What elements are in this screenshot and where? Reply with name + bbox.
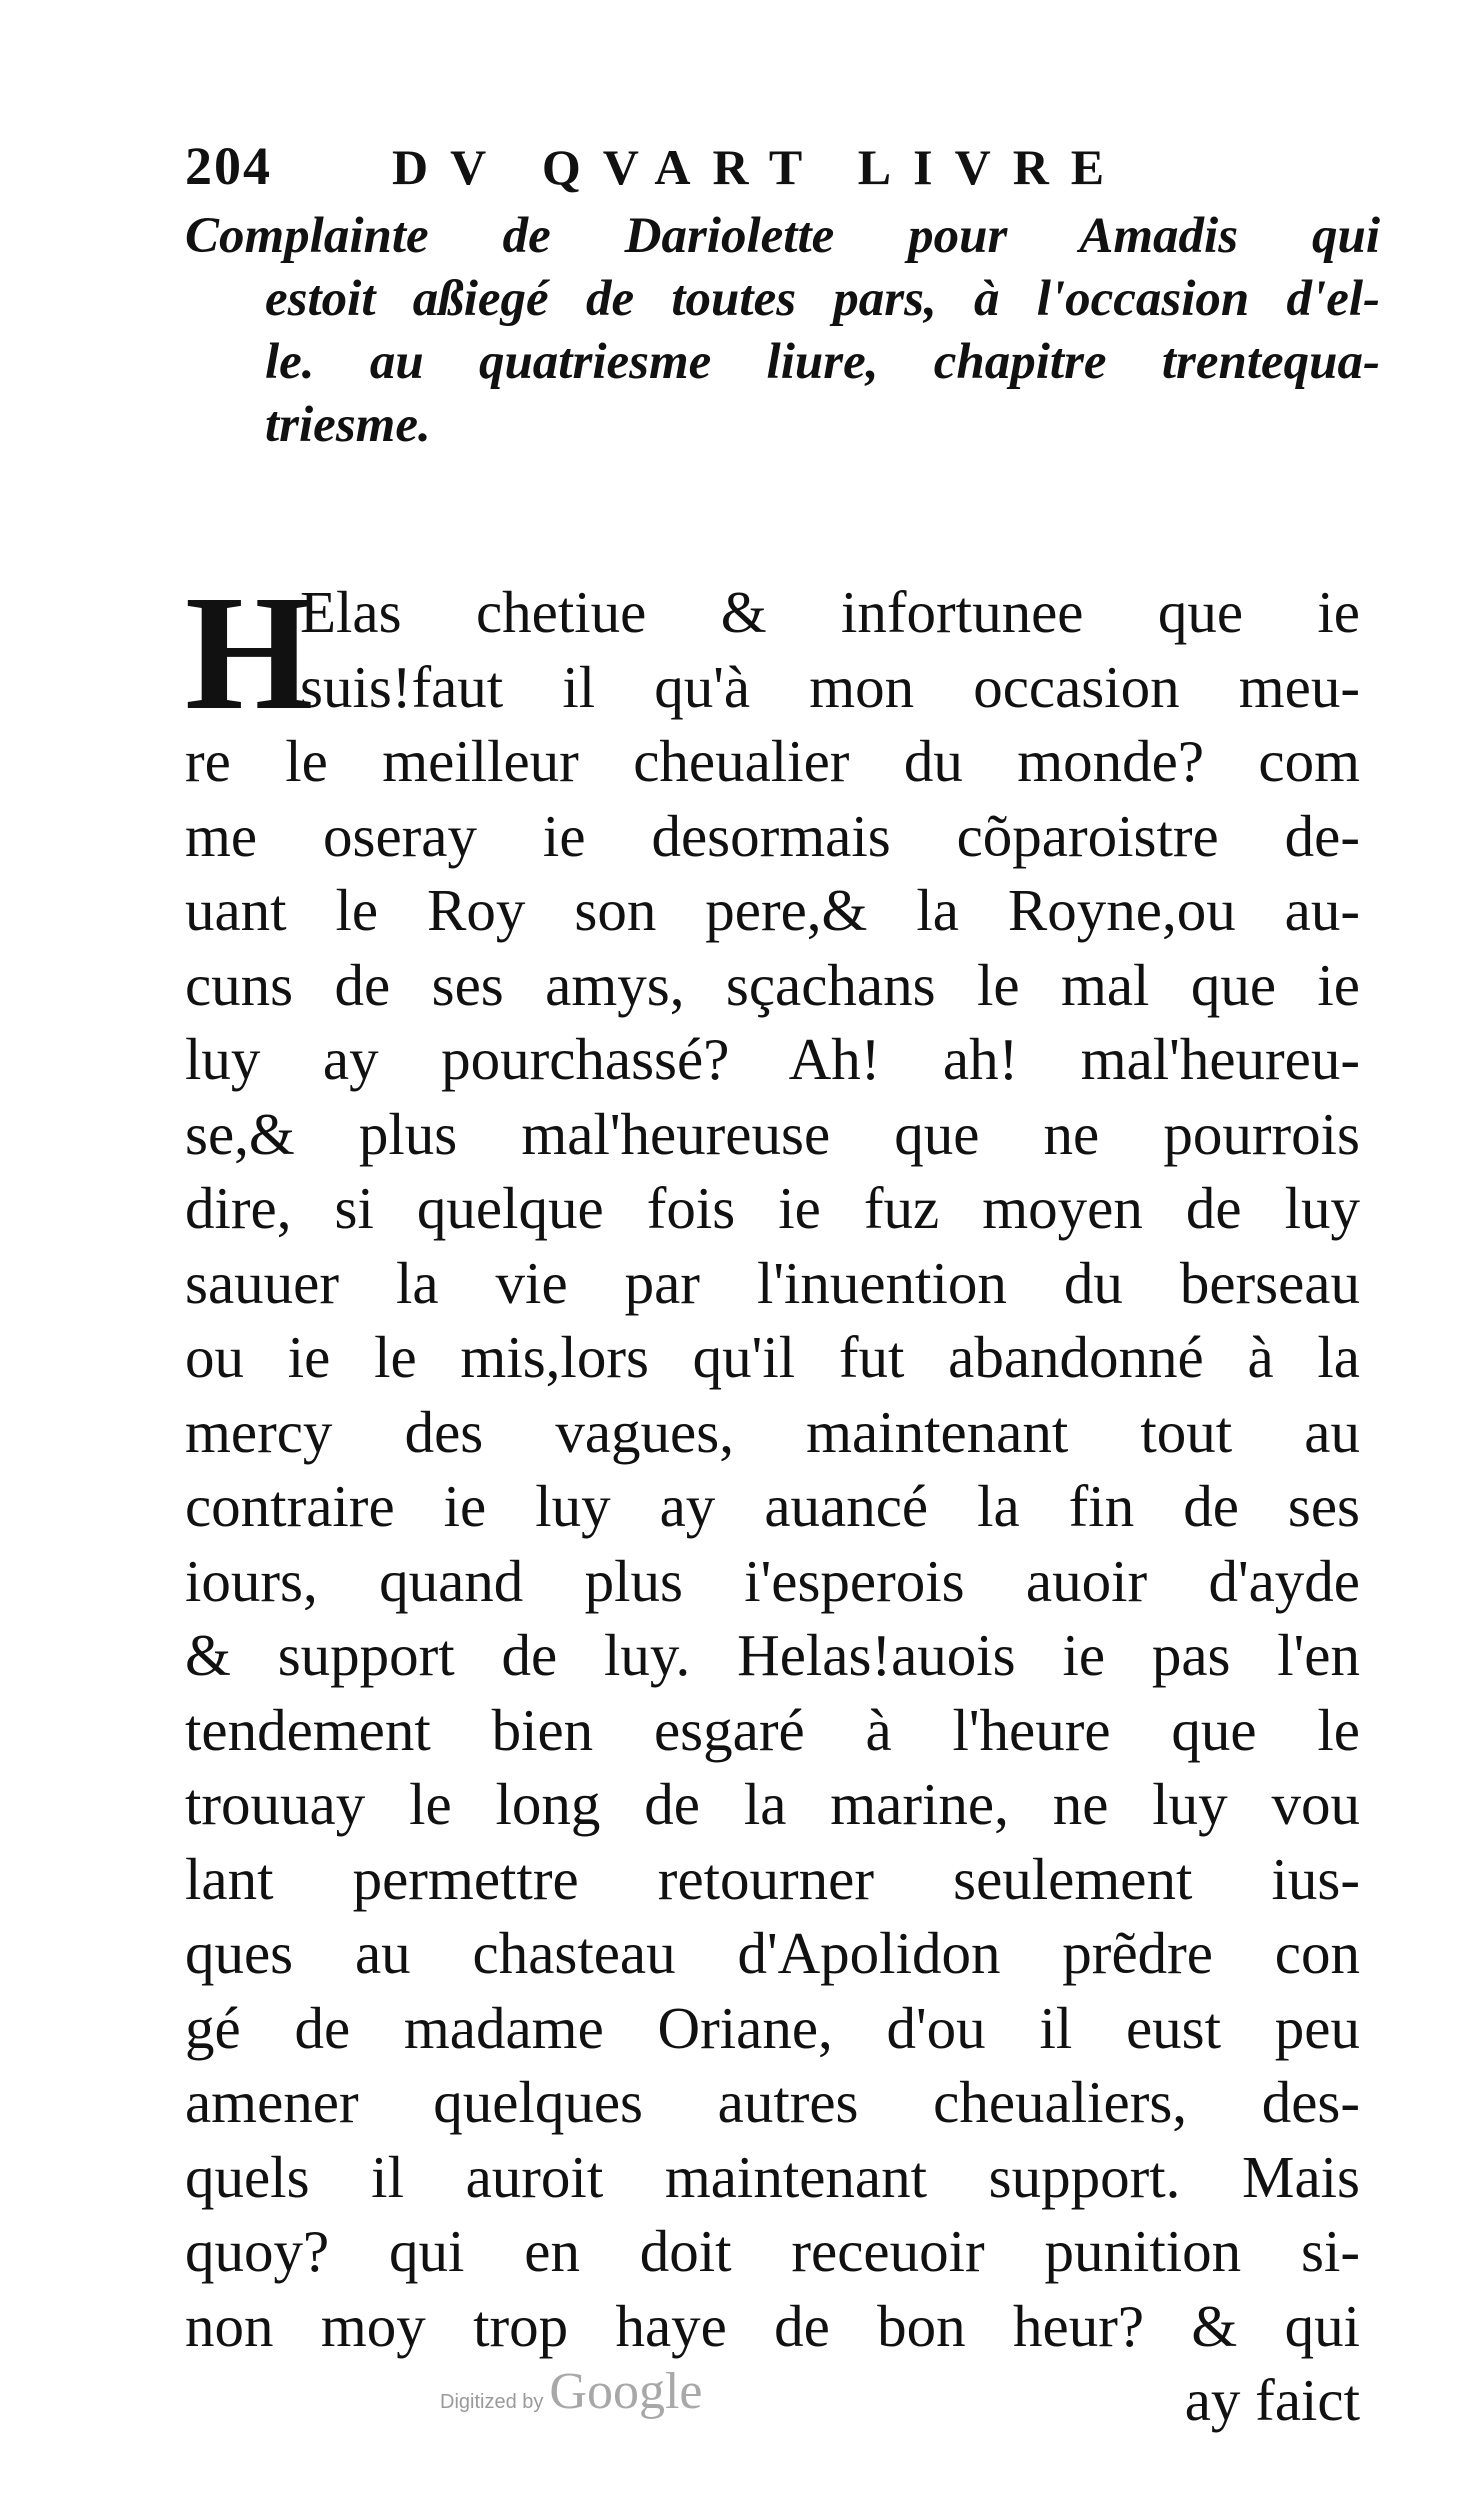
- drop-cap: H: [185, 561, 314, 744]
- text-line: suis!faut il qu'à mon occasion meu-: [300, 653, 1360, 720]
- body-text: [185, 561, 1360, 2438]
- text-line: non moy trop haye de bon heur? & qui: [185, 2292, 1360, 2359]
- text-line: iours, quand plus i'esperois auoir d'ayde: [185, 1547, 1360, 1614]
- text-line: uant le Roy son pere,& la Royne,ou au-: [185, 877, 1360, 943]
- text-line: amener quelques autres cheualiers, des-: [185, 2069, 1360, 2135]
- text-line: cuns de ses amys, sçachans le mal que ie: [185, 951, 1360, 1018]
- text-line: quels il auroit maintenant support. Mais: [185, 2143, 1360, 2210]
- text-line: dire, si quelque fois ie fuz moyen de luy: [185, 1175, 1360, 1241]
- text-line: luy ay pourchassé? Ah! ah! mal'heureu-: [185, 1026, 1360, 1092]
- text-line: trouuay le long de la marine, ne luy vou: [185, 1771, 1360, 1837]
- text-line: lant permettre retourner seulement ius-: [185, 1845, 1360, 1912]
- catchword: ay faict: [1184, 2367, 1360, 2433]
- text-line: se,& plus mal'heureuse que ne pourrois: [185, 1100, 1360, 1167]
- page-number: 204: [185, 136, 272, 196]
- heading-line: le. au quatriesme liure, chapitre trentequa-: [265, 334, 1380, 390]
- text-line: ou ie le mis,lors qu'il fut abandonné à la: [185, 1324, 1360, 1390]
- google-logo: Google: [549, 2363, 703, 2420]
- text-line: contraire ie luy ay auancé la fin de ses: [185, 1473, 1360, 1539]
- text-line: tendement bien esgaré à l'heure que le: [185, 1696, 1360, 1763]
- text-line: me oseray ie desormais cõparoistre de-: [185, 802, 1360, 869]
- text-line: & support de luy. Helas!auois ie pas l'en: [185, 1622, 1360, 1688]
- text-line: ques au chasteau d'Apolidon prẽdre con: [185, 1920, 1360, 1986]
- google-watermark: [440, 2362, 702, 2421]
- running-title: DV QVART LIVRE: [392, 139, 1127, 195]
- running-head: [185, 135, 1380, 205]
- text-line: gé de madame Oriane, d'ou il eust peu: [185, 1994, 1360, 2061]
- text-line: Elas chetiue & infortunee que ie: [300, 579, 1360, 645]
- heading-line: Complainte de Dariolette pour Amadis qui: [185, 208, 1380, 264]
- heading-line: estoit aßiegé de toutes pars, à l'occasion d'el-: [265, 271, 1380, 327]
- watermark-prefix: Digitized by: [440, 2391, 544, 2413]
- heading-line: triesme.: [265, 397, 431, 453]
- text-line: mercy des vagues, maintenant tout au: [185, 1398, 1360, 1465]
- text-line: re le meilleur cheualier du monde? com: [185, 728, 1360, 794]
- text-line: sauuer la vie par l'inuention du berseau: [185, 1249, 1360, 1316]
- chapter-heading: [185, 205, 1380, 457]
- text-line: quoy? qui en doit receuoir punition si-: [185, 2218, 1360, 2284]
